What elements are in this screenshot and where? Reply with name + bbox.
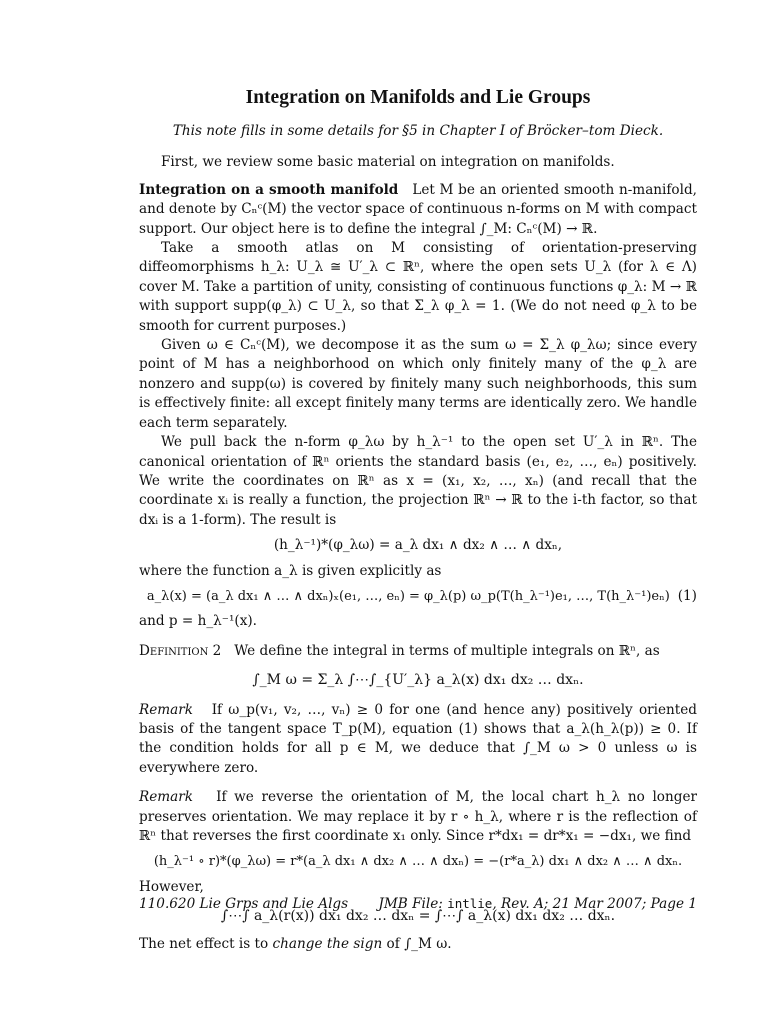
remark1-label: Remark [139,701,194,718]
definition-equation: ∫_M ω = Σ_λ ∫⋯∫_{U′_λ} a_λ(x) dx₁ dx₂ … dxₙ. [252,672,584,689]
equation-1 [139,587,697,606]
section1-paragraph4: We pull back the n-form φ_λω by h_λ⁻¹ to the open set U′_λ in ℝⁿ. The canonical orientation of ℝⁿ orients the standard basis (e₁, e₂, …, eₙ) positively. We write the coordinates on ℝⁿ as x = (x₁, x₂, …, xₙ) (and recall that the coordinate xᵢ is really a function, the projection ℝⁿ → ℝ to the i-th factor, so that dxᵢ is a 1-form). The result is [139,434,697,528]
remark2-integral-equation: ∫⋯∫ a_λ(r(x)) dx₁ dx₂ … dxₙ = ∫⋯∫ a_λ(x) dx₁ dx₂ … dxₙ. [220,908,616,925]
definition-text: We define the integral in terms of multiple integrals on ℝⁿ, as [234,642,660,659]
remark-2 [139,788,697,846]
remark2-text: If we reverse the orientation of M, the local chart h_λ no longer preserves orientation. We may replace it by r ∘ h_λ, where r is the reflection of ℝⁿ that reverses the first coordinate x₁ only. Since r*dx₁ = dr*x₁ = −dx₁, we find [139,789,697,844]
remark2-equation: (h_λ⁻¹ ∘ r)*(φ_λω) = r*(a_λ dx₁ ∧ dx₂ ∧ … ∧ dxₙ) = −(r*a_λ) dx₁ ∧ dx₂ ∧ … ∧ dxₙ. [153,854,683,870]
section1-heading: Integration on a smooth manifold [139,181,399,198]
pullback-equation: (h_λ⁻¹)*(φ_λω) = a_λ dx₁ ∧ dx₂ ∧ … ∧ dxₙ, [273,537,563,554]
document-title: Integration on Manifolds and Lie Groups [245,87,591,108]
section1-p1-text: Let M be an oriented smooth n-manifold, and denote by Cₙᶜ(M) the vector space of continuous n-forms on M with compact support. Our object here is to define the integral ∫_M: Cₙᶜ(M) → ℝ. [139,181,697,237]
footer-course: 110.620 Lie Grps and Lie Algs [139,896,349,912]
page-footer [139,896,697,912]
footer-file-label: JMB File: [378,896,443,912]
remark-1 [139,701,697,779]
remark2-label: Remark [139,789,194,806]
conclusion-pre: The net effect is to [139,935,269,952]
definition-label: Definition 2 [139,642,222,659]
footer-file-name: intlie [447,896,493,911]
footer-revision: , Rev. A; 21 Mar 2007; Page 1 [492,896,697,912]
section1-paragraph6: and p = h_λ⁻¹(x). [139,613,258,630]
document-page [139,86,697,954]
conclusion-line [139,935,697,954]
definition-2 [139,642,697,661]
equation-1-body: a_λ(x) = (a_λ dx₁ ∧ … ∧ dxₙ)ₓ(e₁, …, eₙ) = φ_λ(p) ω_p(T(h_λ⁻¹)e₁, …, T(h_λ⁻¹)eₙ) [146,588,670,604]
section1-paragraph3: Given ω ∈ Cₙᶜ(M), we decompose it as the sum ω = Σ_λ φ_λω; since every point of M has a neighborhood on which only finitely many of the φ_λ are nonzero and supp(ω) is covered by finitely many such neighborhoods, this sum is effectively finite: all except finitely many terms are identically zero. We handle each term separately. [139,337,697,431]
remark1-text: If ω_p(v₁, v₂, …, vₙ) ≥ 0 for one (and hence any) positively oriented basis of the tangent space T_p(M), equation (1) shows that a_λ(h_λ(p)) ≥ 0. If the condition holds for all p ∈ M, we deduce that ∫_M ω > 0 unless ω is everywhere zero. [139,701,698,776]
conclusion-post: of ∫_M ω. [386,935,452,952]
section1-paragraph2: Take a smooth atlas on M consisting of orientation-preserving diffeomorphisms h_λ: U_λ ≅ U′_λ ⊂ ℝⁿ, where the open sets U_λ (for λ ∈ Λ) cover M. Take a partition of unity, consisting of continuous functions φ_λ: M → ℝ with support supp(φ_λ) ⊂ U_λ, so that Σ_λ φ_λ = 1. (We do not need φ_λ to be smooth for current purposes.) [139,240,697,334]
document-subtitle: This note fills in some details for §5 in Chapter I of Bröcker–tom Dieck. [172,123,664,139]
intro-paragraph: First, we review some basic material on integration on manifolds. [161,154,615,171]
section1-paragraph5: where the function a_λ is given explicitly as [139,562,442,579]
section1-paragraph1 [139,181,697,239]
however-line: However, [139,878,204,895]
conclusion-emphasis: change the sign [272,935,383,952]
equation-1-number: (1) [677,587,697,604]
footer-file-info [378,896,697,912]
